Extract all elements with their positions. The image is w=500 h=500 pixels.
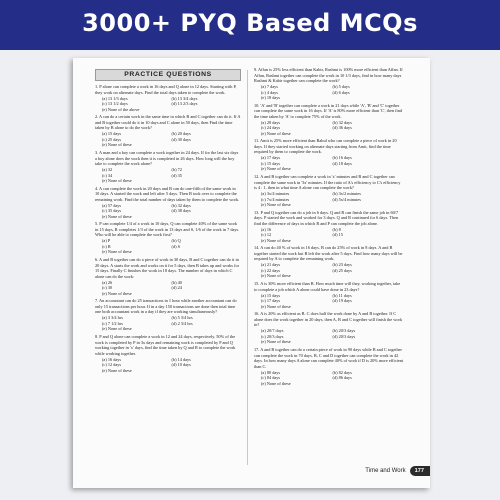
answer-option: (c) 12 bbox=[261, 232, 272, 238]
answer-option: (d) 10 days bbox=[171, 362, 191, 367]
answer-option: (d) 25 days bbox=[332, 267, 352, 273]
answer-option: (b) 5 days bbox=[332, 84, 350, 89]
answer-option: (a) 3 3/4 hrs bbox=[102, 315, 123, 321]
answer-option: (b) 11 days bbox=[332, 292, 352, 298]
answer-option: (a) 21 days bbox=[261, 262, 281, 268]
answer-option: (a) 15 days bbox=[102, 131, 122, 137]
option-group bbox=[254, 191, 404, 208]
answer-option: (a) 16 bbox=[261, 226, 272, 232]
question-item bbox=[254, 245, 404, 279]
footer-chapter-label: Time and Work bbox=[365, 468, 406, 474]
answer-option: (a) 28 days bbox=[261, 119, 281, 125]
answer-option: (c) 30 bbox=[102, 285, 113, 291]
column-divider bbox=[247, 70, 248, 465]
answer-option: (e) None of the above bbox=[102, 106, 140, 112]
answer-option: (d) 2 3/4 hrs bbox=[171, 320, 193, 326]
book-page bbox=[73, 58, 430, 488]
right-question-list bbox=[254, 67, 404, 386]
answer-option: (c) 17 days bbox=[261, 298, 281, 304]
question-text: 4. A can complete the work in 20 days and B can do one-fifth of the same work in 10 days. A started the work and left after 5 days. Then B took over to complete the remaining work. Find the total number of days taken by them to complete the work. bbox=[95, 185, 240, 202]
option-group bbox=[95, 167, 241, 184]
option-group bbox=[254, 328, 404, 345]
answer-option: (d) 6 days bbox=[332, 89, 350, 95]
answer-option: (a) P bbox=[102, 238, 111, 244]
answer-option: (c) 34 bbox=[102, 172, 113, 178]
option-group bbox=[95, 238, 241, 255]
answer-option: (e) None of these bbox=[102, 367, 132, 373]
answer-option: (d) 19 days bbox=[332, 298, 352, 304]
answer-option: (e) None of these bbox=[102, 213, 132, 219]
answer-option: (b) 3x/2 minutes bbox=[332, 191, 361, 197]
option-group bbox=[95, 280, 241, 297]
answer-option: (a) 15 days bbox=[261, 292, 281, 298]
answer-option: (d) 36 days bbox=[332, 125, 352, 131]
answer-option: (b) 5 3/4 hrs bbox=[171, 315, 193, 321]
answer-option: (d) 13 2/3 days bbox=[171, 101, 198, 107]
left-column bbox=[95, 67, 241, 375]
question-text: 13. P and Q together can do a job in 6 days. Q and R can finish the same job in 60/7 days. P started the work and worked for 3 days. Q and R continued for 6 days. Then find the difference of days in which R and P can complete the job alone. bbox=[254, 209, 399, 226]
answer-option: (c) 4 days bbox=[261, 89, 278, 95]
answer-option: (d) 24 bbox=[171, 285, 182, 291]
answer-option: (d) 15 bbox=[332, 232, 343, 238]
option-group bbox=[95, 203, 241, 220]
answer-option: (c) 7x/4 minutes bbox=[261, 196, 290, 202]
answer-option: (d) 35 bbox=[171, 172, 182, 178]
answer-option: (c) 15 days bbox=[261, 160, 281, 166]
answer-option: (e) None of these bbox=[261, 166, 291, 172]
question-text: 14. A can do 40 % of work in 16 days. B can do 25% of work in 8 days. A and B together started the work but B left the work after 5 days. Find how many days will be required by A to complete the remaining work. bbox=[254, 245, 403, 262]
question-item bbox=[95, 84, 241, 112]
question-item bbox=[95, 186, 241, 220]
question-item bbox=[95, 334, 241, 373]
left-question-list bbox=[95, 84, 241, 373]
answer-option: (c) 20/3 days bbox=[261, 333, 284, 339]
question-text: 9. Affan is 25% less efficient than Kabir, Rashmi is 100% more efficient than Affan. If Affan, Rashmi together can complete the work in 10 1/3 days, find in how many days Rashmi & Kabir together can complete the work? bbox=[254, 67, 403, 83]
answer-option: (b) 14 days bbox=[171, 356, 191, 362]
option-group bbox=[254, 155, 404, 172]
question-item bbox=[254, 347, 404, 386]
answer-option: (a) 16 days bbox=[102, 356, 122, 362]
answer-option: (b) 23 days bbox=[332, 262, 352, 268]
option-group bbox=[254, 84, 404, 101]
answer-option: (a) 17 days bbox=[261, 155, 281, 161]
answer-option: (a) 26 bbox=[102, 279, 113, 285]
option-group bbox=[95, 315, 241, 332]
answer-option: (c) 22 days bbox=[261, 267, 281, 273]
answer-option: (e) None of these bbox=[261, 380, 291, 386]
answer-option: (d) 38 days bbox=[171, 208, 191, 214]
question-item bbox=[95, 114, 241, 148]
answer-option: (e) None of these bbox=[261, 237, 291, 243]
question-item bbox=[254, 311, 404, 345]
answer-option: (a) 13 1/3 days bbox=[102, 95, 128, 101]
answer-option: (c) 25 days bbox=[102, 136, 122, 142]
answer-option: (e) None of these bbox=[261, 303, 291, 309]
header-banner bbox=[0, 0, 500, 50]
option-group bbox=[95, 357, 241, 374]
question-text: 11. Amit is 25% more efficient than Rahul who can complete a piece of work in 20 days. If they started working on alternate days starting from Amit, find the time required by them to complete the work. bbox=[254, 138, 397, 155]
option-group bbox=[254, 120, 404, 137]
question-item bbox=[254, 103, 404, 137]
answer-option: (a) 57 days bbox=[102, 202, 122, 208]
question-text: 16. A is 20% as efficient as B. C does half the work done by A and B together. If C alone does the work together in 20 days, then A, B and C together will finish the work in? bbox=[254, 311, 403, 328]
question-item bbox=[254, 281, 404, 309]
answer-option: (c) R bbox=[102, 243, 111, 249]
answer-option: (c) 35 days bbox=[102, 208, 122, 214]
answer-option: (c) 13 1/2 days bbox=[102, 101, 128, 107]
question-text: 6. A and B together can do a piece of work in 30 days, B and C together can do it in 20 days. A starts the work and works on it for 5 days, then B takes up and works for 15 days. Finally C finishes the work in 18 days. The number of days in which C alone can do the work: bbox=[95, 257, 240, 279]
option-group bbox=[254, 227, 404, 244]
option-group bbox=[254, 293, 404, 310]
answer-option: (d) 18 days bbox=[332, 160, 352, 166]
right-column bbox=[254, 67, 404, 388]
answer-option: (b) 40 bbox=[171, 279, 182, 285]
option-group bbox=[95, 96, 241, 113]
answer-option: (b) 32 days bbox=[171, 202, 191, 208]
answer-option: (d) 5x/4 minutes bbox=[332, 196, 361, 202]
answer-option: (b) 16 days bbox=[332, 155, 352, 161]
answer-option: (a) 32 bbox=[102, 167, 113, 173]
answer-option: (d) 20/3 days bbox=[332, 333, 356, 339]
answer-option: (b) 13 3/4 days bbox=[171, 95, 198, 101]
answer-option: (e) None of these bbox=[261, 202, 291, 208]
question-item bbox=[95, 257, 241, 296]
answer-option: (e) None of these bbox=[102, 290, 132, 296]
question-item bbox=[254, 210, 404, 244]
answer-option: (a) 3x/4 minutes bbox=[261, 191, 290, 197]
question-text: 1. P alone can complete a work in 16 days and Q alone in 12 days. Starting with P, they work on alternate days. Find the total days taken to complete the work. bbox=[95, 84, 237, 95]
question-text: 15. A is 30% more efficient than B. How much time will they, working together, take to complete a job which A alone could have done in 23 days? bbox=[254, 281, 401, 292]
question-text: 2. A can do a certain work in the same time in which B and C together can do it. If A and B together could do it in 10 days and C alone in 50 days, then Find the time taken by B alone to do the work? bbox=[95, 114, 241, 131]
answer-option: (e) None of these bbox=[102, 326, 132, 332]
question-text: 10. 'A' and 'B' together can complete a work in 21 days while 'A', 'B' and 'C' together can complete the same work in 16 days. If 'A' is 80% more efficient than 'C', then find the time taken by 'A' to complete 75% of the work. bbox=[254, 102, 402, 119]
question-item bbox=[95, 298, 241, 332]
answer-option: (e) None of these bbox=[261, 130, 291, 136]
answer-option: (d) 86 days bbox=[332, 375, 352, 380]
answer-option: (b) 32 days bbox=[332, 119, 352, 125]
answer-option: (e) None of these bbox=[102, 249, 132, 255]
answer-option: (e) None of these bbox=[261, 273, 291, 279]
answer-option: (c) 12 days bbox=[102, 362, 122, 367]
question-text: 8. P and Q alone can complete a work in 12 and 24 days, respectively. 50% of the work is completed by P in 3x days and remaining work is completed by P and Q working together in 'x' days, find the time taken by Q and R to complete the work while working together. bbox=[95, 334, 236, 356]
answer-option: (a) 80 days bbox=[261, 369, 281, 375]
option-group bbox=[254, 370, 404, 387]
page-number-badge: 177 bbox=[410, 466, 430, 476]
answer-option: (a) 7 days bbox=[261, 84, 278, 89]
answer-option: (b) 82 days bbox=[332, 369, 352, 375]
answer-option: (c) 84 days bbox=[261, 375, 281, 380]
page-footer bbox=[365, 465, 430, 477]
question-item bbox=[254, 138, 404, 172]
question-item bbox=[254, 67, 404, 101]
question-text: 5. P can complete 1/4 of a work in 10 days, Q can complete 40% of the same work in 15 days, R completes 1/3 of the work in 13 days and S, 1/6 of the work in 7 days. Who will be able to complete the work first? bbox=[95, 221, 240, 238]
answer-option: (d) 30 days bbox=[171, 136, 191, 142]
answer-option: (e) None of these bbox=[102, 178, 132, 184]
question-text: 3. A man and a boy can complete a work together in 24 days. If for the last six days a boy alone does the work then it is completed in 26 days. How long will the boy take to complete the work alone? bbox=[95, 150, 239, 167]
question-text: 12. A and B together can complete a work in 'x' minutes and B and C together can complete the same work in '3x' minutes. If the ratio of A's efficiency to C's efficiency is 4 : 1, then in what time A alone can complete the work? bbox=[254, 174, 401, 191]
answer-option: (e) None of these bbox=[102, 142, 132, 148]
question-text: 17. A and B together can do a certain piece of work in 90 days while B and C together can complete the work in 70 days. B, C and D together can complete the work in 42 days. In how many days A alone can complete 40% of work if D is 20% more efficient than C. bbox=[254, 347, 404, 369]
banner-title: 3000+ PYQ Based MCQs bbox=[82, 9, 418, 37]
option-group bbox=[95, 131, 241, 148]
question-item bbox=[254, 174, 404, 208]
answer-option: (d) S bbox=[171, 243, 180, 249]
answer-option: (e) 18 days bbox=[261, 95, 281, 100]
answer-option: (b) 8 bbox=[332, 226, 341, 232]
question-item bbox=[95, 150, 241, 184]
answer-option: (c) 7 1/2 hrs bbox=[102, 320, 123, 326]
question-text: 7. An accountant can do 25 transactions in 1 hour while another accountant can do only 15 transactions per hour. If in a day 150 transactions are done then total time one both accountant work in a day if they are working simultaneously? bbox=[95, 298, 237, 315]
question-item bbox=[95, 221, 241, 255]
section-header: PRACTICE QUESTIONS bbox=[95, 69, 241, 81]
answer-option: (b) 72 bbox=[171, 167, 182, 173]
answer-option: (b) Q bbox=[171, 238, 181, 244]
answer-option: (c) 24 days bbox=[261, 125, 281, 131]
option-group bbox=[254, 262, 404, 279]
answer-option: (a) 20/7 days bbox=[261, 328, 284, 334]
answer-option: (b) 20 days bbox=[171, 131, 191, 137]
answer-option: (e) None of these bbox=[261, 339, 291, 345]
answer-option: (b) 20/3 days bbox=[332, 328, 356, 334]
